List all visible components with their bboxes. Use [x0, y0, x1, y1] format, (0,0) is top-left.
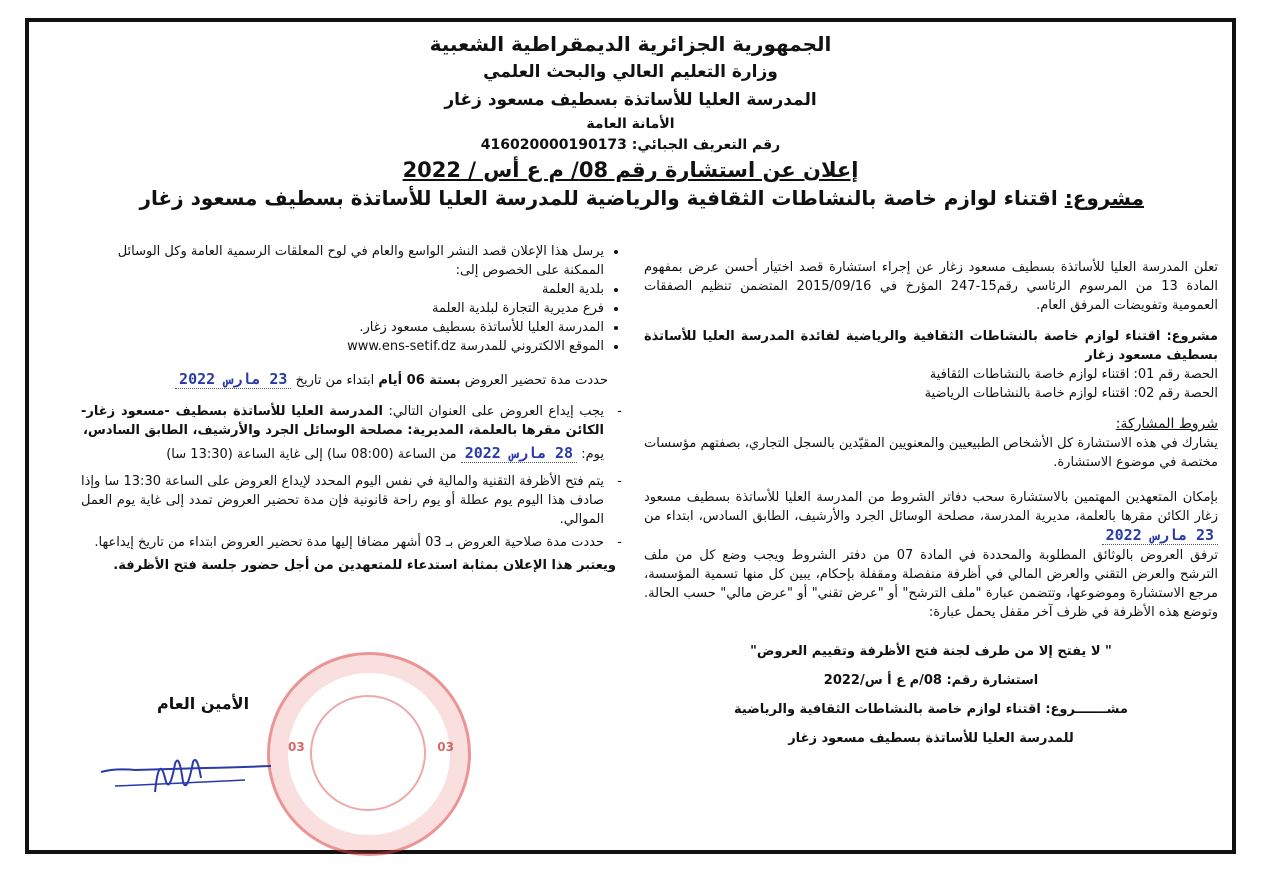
- invitation-text: ويعتبر هذا الإعلان بمثابة استدعاء للمتعهدين من أجل حضور جلسة فتح الأظرفة.: [113, 558, 616, 573]
- envelope-line-4: للمدرسة العليا للأساتذة بسطيف مسعود زغار: [788, 731, 1074, 746]
- deposit-day-label: يوم:: [581, 447, 604, 462]
- handwritten-signature: [95, 734, 275, 804]
- publish-item: • بلدية العلمة: [81, 280, 604, 299]
- duration-text-c: ابتداء من تاريخ: [295, 373, 379, 388]
- withdraw-date: 23 مارس 2022: [1102, 526, 1218, 545]
- stamp-number-left: 03: [288, 740, 305, 754]
- right-column: [644, 258, 1218, 748]
- conditions-paragraph-3: ترفق العروض بالوثائق المطلوبة والمحددة في المادة 07 من دفتر الشروط ويجب وضع كل من ملف الترشح والعرض التقني والعرض المالي في أظرفة منفصلة ومقفلة بإحكام، يبين كل منها تسمية المؤسسة، مرجع الاستشارة وموضوعها، وتتضمن عبارة "ملف الترشح" أو "عرض تقني" أو "عرض مالي" حسب الحالة. وتوضع هذه الأظرفة في ظرف آخر مقفل يحمل عبارة:: [644, 548, 1218, 620]
- publish-item: • المدرسة العليا للأساتذة بسطيف مسعود زغار.: [81, 318, 604, 337]
- project-title-label: مشروع:: [1064, 186, 1144, 210]
- left-column: [81, 242, 626, 575]
- deposit-day-line: [81, 444, 604, 464]
- stamp-inner-ring: [310, 695, 426, 811]
- duration-text-b: بستة 06 أيام: [378, 373, 461, 388]
- deposit-item: [81, 402, 604, 464]
- validity-item: - حددت مدة صلاحية العروض بـ 03 أشهر مضافا إليها مدة تحضير العروض ابتداء من تاريخ إيداعها.: [81, 533, 604, 552]
- deposit-text-a: يجب إيداع العروض على العنوان التالي:: [383, 404, 604, 419]
- envelope-line-1: " لا يفتح إلا من طرف لجنة فتح الأظرفة وتقييم العروض": [750, 644, 1112, 659]
- general-secretariat: الأمانة العامة: [586, 116, 675, 132]
- intro-paragraph: تعلن المدرسة العليا للأساتذة بسطيف مسعود زغار عن إجراء استشارة قصد اختيار أحسن عرض بمفهوم المادة 13 من المرسوم الرئاسي رقم15-247 المؤرخ في 2015/09/16 المتضمن تنظيم الصفقات العمومية وتفويضات المرفق العام.: [644, 260, 1218, 313]
- document-header: [89, 30, 1172, 212]
- ministry-name: وزارة التعليم العالي والبحث العلمي: [483, 62, 778, 82]
- official-stamp: [267, 652, 471, 856]
- lot-2: الحصة رقم 02: اقتناء لوازم خاصة بالنشاطات الرياضية: [924, 386, 1218, 401]
- project-paragraph: مشروع: اقتناء لوازم خاصة بالنشاطات الثقافية والرياضية لفائدة المدرسة العليا للأساتذة بسطيف مسعود زغار: [644, 329, 1218, 363]
- duration-paragraph: [81, 370, 626, 390]
- publish-intro: • يرسل هذا الإعلان قصد النشر الواسع والعام في لوح المعلقات الرسمية العامة وكل الوسائل الممكنة على الخصوص إلى:: [81, 242, 604, 280]
- conditions-paragraph-2: [644, 488, 1218, 546]
- opening-item: - يتم فتح الأظرفة التقنية والمالية في نفس اليوم المحدد لإيداع العروض على الساعة 13:30 سا وإذا صادف هذا اليوم يوم عطلة أو يوم راحة قانونية فإن مدة تحضير العروض تمدد إلى غاية يوم العمل الموالي.: [81, 472, 604, 529]
- conditions-paragraph-1: يشارك في هذه الاستشارة كل الأشخاص الطبيعيين والمعنويين المقيّدين بالسجل التجاري، بصفتهم مؤسسات مختصة في موضوع الاستشارة.: [644, 436, 1218, 470]
- stamp-number-right: 03: [437, 740, 454, 754]
- conditions-list: [81, 402, 626, 552]
- project-title: [89, 184, 1172, 212]
- document-frame: [25, 18, 1236, 854]
- conditions-paragraph-2-text: بإمكان المتعهدين المهتمين بالاستشارة سحب دفاتر الشروط من المدرسة العليا للأساتذة بسطيف مسعود زغار الكائن مقرها بالعلمة، مديرية المدرسة، مصلحة الوسائل الجرد والأرشيف، الطابق السادس، ابتداء من: [644, 490, 1218, 524]
- lot-1: الحصة رقم 01: اقتناء لوازم خاصة بالنشاطات الثقافية: [929, 367, 1218, 382]
- publish-item: • الموقع الالكتروني للمدرسة www.ens-setif.dz: [81, 337, 604, 356]
- conditions-heading: شروط المشاركة:: [1115, 416, 1218, 432]
- tax-id-label: رقم التعريف الجبائي:: [631, 137, 781, 153]
- duration-text-a: حددت مدة تحضير العروض: [460, 373, 608, 388]
- deposit-text-b: المدرسة العليا للأساتذة بسطيف -مسعود زغار- الكائن مقرها بالعلمة، المديرية: مصلحة الوسائل الجرد والأرشيف، الطابق السادس،: [81, 404, 604, 438]
- school-name: المدرسة العليا للأساتذة بسطيف مسعود زغار: [444, 90, 817, 110]
- announcement-title: إعلان عن استشارة رقم 08/ م ع أس / 2022: [402, 158, 859, 182]
- project-title-text: اقتناء لوازم خاصة بالنشاطات الثقافية والرياضية للمدرسة العليا للأساتذة بسطيف مسعود زغار: [139, 186, 1058, 210]
- envelope-line-3: مشـــــــروع: اقتناء لوازم خاصة بالنشاطات الثقافية والرياضية: [734, 702, 1128, 717]
- signatory-title: الأمين العام: [157, 694, 250, 713]
- republic-name: الجمهورية الجزائرية الديمقراطية الشعبية: [429, 32, 832, 56]
- tax-id-value: 416020000190173: [480, 137, 627, 153]
- deposit-time: من الساعة (08:00 سا) إلى غاية الساعة (13:30 سا): [166, 447, 457, 462]
- duration-date: 23 مارس 2022: [175, 370, 291, 389]
- envelope-line-2: استشارة رقم: 08/م ع أ س/2022: [823, 673, 1039, 688]
- tax-id: [89, 135, 1172, 156]
- publish-list: [81, 242, 626, 356]
- deposit-date: 28 مارس 2022: [461, 444, 577, 463]
- publish-item: • فرع مديرية التجارة لبلدية العلمة: [81, 299, 604, 318]
